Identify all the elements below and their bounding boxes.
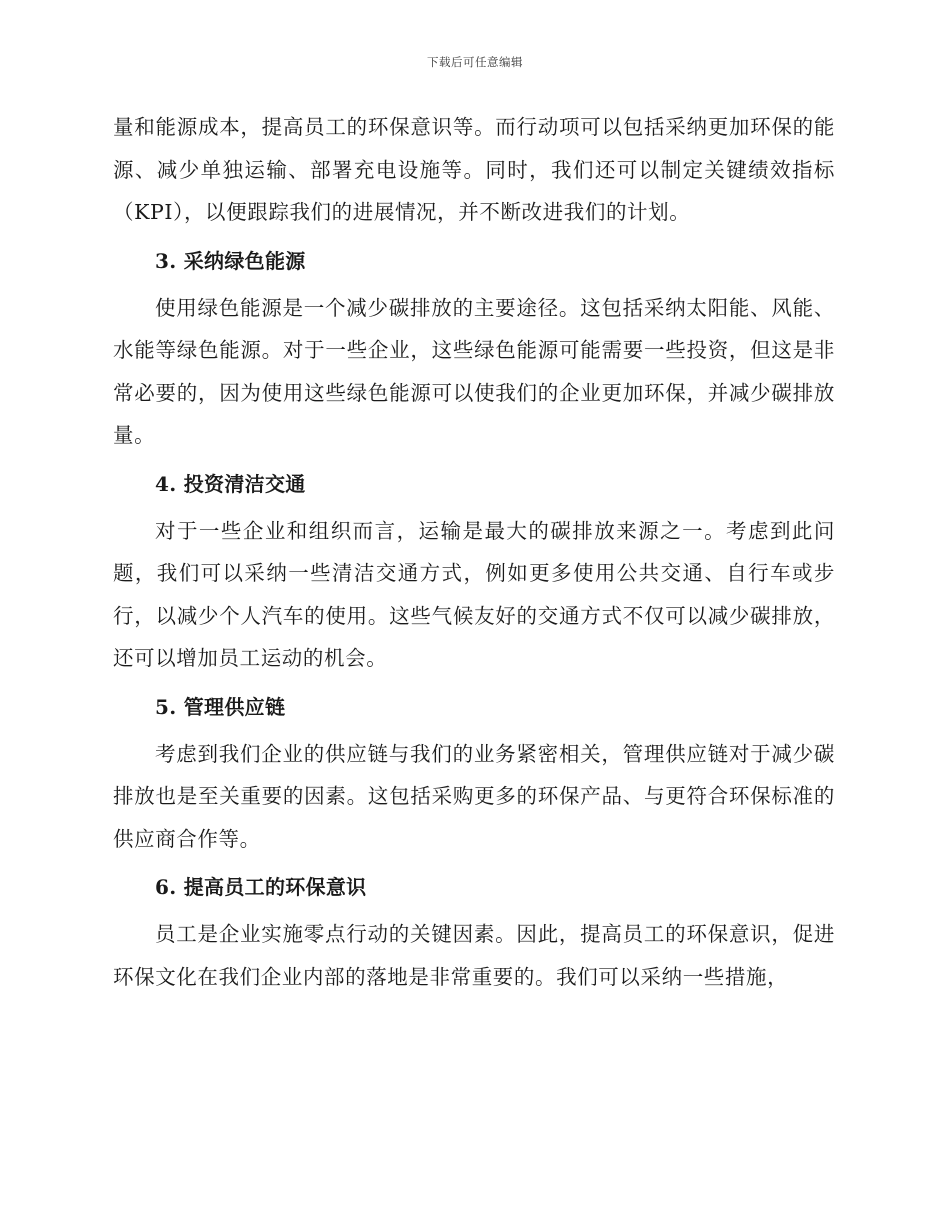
section-heading-clean-transport: 4. 投资清洁交通 (155, 471, 306, 496)
intro-paragraph: 量和能源成本，提高员工的环保意识等。而行动项可以包括采纳更加环保的能源、减少单独运输、部署充电设施等。同时，我们还可以制定关键绩效指标（KPI），以便跟踪我们的进展情况，并不断改进我们的计划。 (113, 115, 835, 224)
section-heading-supply-chain: 5. 管理供应链 (155, 694, 286, 719)
section-paragraph-supply-chain: 考虑到我们企业的供应链与我们的业务紧密相关，管理供应链对于减少碳排放也是至关重要的因素。这包括采购更多的环保产品、与更符合环保标准的供应商合作等。 (113, 741, 835, 851)
section-paragraph-employee-awareness: 员工是企业实施零点行动的关键因素。因此，提高员工的环保意识，促进环保文化在我们企业内部的落地是非常重要的。我们可以采纳一些措施， (113, 922, 835, 989)
section-paragraph-clean-transport: 对于一些企业和组织而言，运输是最大的碳排放来源之一。考虑到此问题，我们可以采纳一些清洁交通方式，例如更多使用公共交通、自行车或步行，以减少个人汽车的使用。这些气候友好的交通方式不仅可以减少碳排放，还可以增加员工运动的机会。 (113, 518, 835, 670)
section-paragraph-green-energy: 使用绿色能源是一个减少碳排放的主要途径。这包括采纳太阳能、风能、水能等绿色能源。对于一些企业，这些绿色能源可能需要一些投资，但这是非常必要的，因为使用这些绿色能源可以使我们的企业更加环保，并减少碳排放量。 (113, 295, 835, 447)
page-header: 下载后可任意编辑 (427, 55, 523, 69)
document-body (113, 106, 835, 998)
section-heading-green-energy: 3. 采纳绿色能源 (155, 248, 306, 273)
section-heading-employee-awareness: 6. 提高员工的环保意识 (155, 875, 367, 899)
